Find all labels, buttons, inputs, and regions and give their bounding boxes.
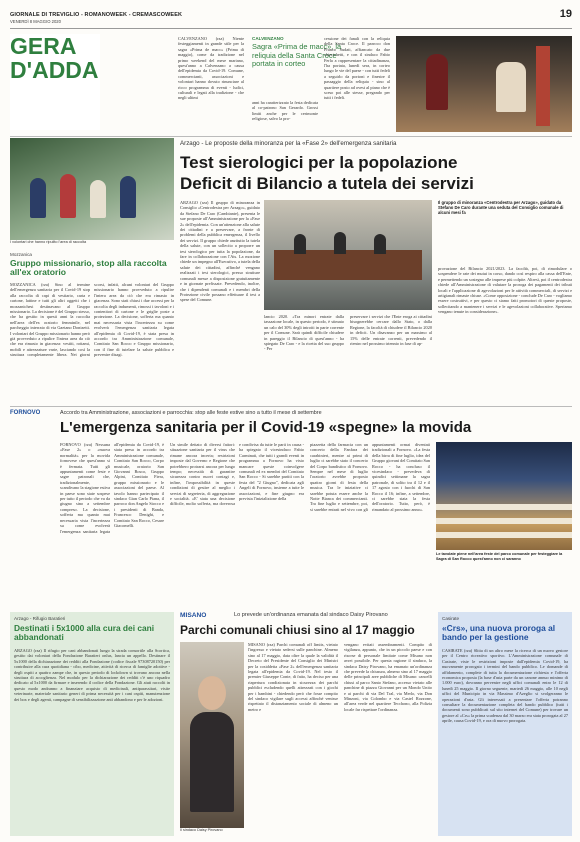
top-story-photo (396, 36, 572, 132)
casirate-body: CASIRATE (rza) Slitta di un altro mese la ricerca di un nuovo gestore per il Centro ricreativo sportivo. L'Amministrazione comunale di Casirate, viste le restrizioni imposte dall'epidemia Covid-19, ha nuovamente prorogato i termini del bando pubblico. Le domande di affidamento, complete di tutta la documentazione richiesta e l'offerta economica proposta (la base d'asta parte da un canone annuo minimo di 1.000 euro), dovranno pervenire negli uffici comunali entro le 12 di lunedì 25 maggio. Il giorno seguente, martedì 26 maggio, alle 10 negli uffici del Municipio in via Massimo d'Azeglio si svolgeranno le operazioni d'asta. Gli interessati a presentare l'offerta potranno consultare la documentazione completa del bando pubblico (tutti i documenti sono pubblicati sul sito internet del Comune) per trovare un gestore al «Crs» la prima scadenza dal 30 marzo era stata prorogata al 27 aprile, causa Covid-19, e ora di nuovo prorogata. (442, 648, 568, 724)
casirate-headline: «Crs», una nuova proroga al bando per la gestione (442, 623, 556, 643)
section-title-line1: GERA (10, 33, 77, 59)
volunteer-figure (30, 178, 46, 218)
festival-table (436, 504, 572, 510)
arzago-col3: preservare i servizi che l'Ente eroga ai cittadini bisognerebbe cercare dallo Stato, o dalla Regione, la facoltà di chiudere il Bilancio 2020 in deficit. Un disavanzo per un massimo al 15% delle entrate correnti, prevedendo il rientro nel prossimo triennio in fase di ap- (350, 314, 432, 347)
misano-caption: Il sindaco Daisy Pirovano (180, 828, 223, 832)
mozzanica-photo-caption: I volontari che hanno ripulito l'area di raccolta (10, 240, 87, 244)
casirate-kicker: Casirate (442, 616, 460, 621)
arzago-col1: ARZAGO (rza) Il gruppo di minoranza in Consiglio «Centrodestra per Arzago», guidato da Stefano De Caro (Cambiante), presenta le sue proposte all'Amministrazione per la «Fase 2» dell'epidemia. Con un'attenzione alla salute dei cittadini e a preservare, a fronte di problemi della pubblica emergenza, il livello dei servizi. Il gruppo chiede anzitutto la tutela della salute, con un sollecito a proporre un test sierologico per tutta la popolazione, da fare in collaborazione con l'Ats. La mozione chiede un impegno all'Esecutivo, a tutela della salute dei cittadini, affinché vengano realizzati i test sierologici, presso strutture comunali messe a disposizione gratuitamente e in giornate prefissate. Prevedendo, inoltre, che i dipendenti comunali e i membri della Protezione civile possano effettuare il test a spese del Comune. (180, 200, 260, 303)
fornovo-col1: FORNOVO (rza) Nessuna «Fase 2» o «nuova normalità» per la movida fornovese che quest'anno si è fermata. Tutti gli appuntamenti come feste e sagre patronali che, tradizionalmente, scandivano la stagione estiva in paese sono state sospese per tutto il periodo che va da giugno sino a settembre compreso. La decisione, sofferta ma quanto mai necessaria vista l'incertezza su come evolverà l'emergenza sanitaria legata all'epidemia da Covid-19, è stata presa in accordo tra Amministrazione comunale, Comitato San Rocco, Corpo musicale, oratorio San Giovanni Bosco, Gruppo Alpini, Comitato Fiera, gruppo missionario e le associazioni del paese. Al tavolo hanno partecipato il sindaco Gian Carlo Piana, il parroco don Angelo Stocco e i presidenti di Banda, Francesco Denighi, e Comitato San Rocco, Cesare Giacomelli. (60, 442, 164, 534)
council-member (374, 234, 386, 254)
publication-name: GIORNALE DI TREVIGLIO - ROMANOWEEK - CREMASCOWEEK (10, 12, 183, 18)
volunteer-figure (90, 180, 106, 218)
fornovo-col2: Un simile dettato di diversi fattori: situazione sanitaria per il virus che rimane ancora incerta; restrizioni imposte dal Governo e Regione che potrebbero protrarsi ancora per lungo tempo; necessità di garantire sicurezza contro nuovi contagi e, infine, l'impossibilità in queste condizioni di gestire al meglio i servizi di segreteria, di aggregazione e socialità. «E' stata una decisione difficile, molto sofferta, ma doverosa e condivisa da tutte le parti in causa - ha spiegato il vicesindaco Fabio Carminati, che tutti i grandi eventi in programma a Fornovo ha visto mancare queste coinvolgere comunali ed ex membri del Comitato San Rocco - Si sarebbe partiti con la festa del "2 Giugno", dedicata agli Angeli di Fornovo, insieme a tutte le associazioni, e fine giugno era prevista l'inizializione della (170, 442, 304, 507)
mayor-body (190, 712, 234, 812)
misano-subhead: Lo prevede un'ordinanza emanata dal sindaco Daisy Pirovano (234, 612, 388, 618)
arzago-col4: provazione del Bilancio 2021/2023. La facoltà, poi, di rimodulare o sospendere le rate dei mutui in corso, dando così respiro alla cassa dell'Ente, e permettendo un sostegno alle imprese più colpite. Altresì, poi il centrodestra chiede all'Amministrazione di valutare la proroga dei pagamenti dei tributi locali e l'applicazione di agevolazioni per le attività commerciali, di servizi e artigianali rimaste chiuse. «Come opposizione - conclude De Caro - vogliamo essere costruttivi, e per questo ci siamo fatti promotori di queste proposte, sollecitando a mantenere i servizi e le agevolazioni collaborative. Speriamo vengano tenute in considerazione». (438, 266, 572, 315)
volunteer-figure (60, 174, 76, 218)
procession-figure (426, 54, 448, 110)
section-title (10, 34, 100, 130)
council-member (294, 234, 306, 254)
fornovo-col3: piazzetta della farmacia con un concerto della Fanfara dei carabinieri, mentre ai primi di luglio ci sarebbe stato il concerto del Corpo bandistico di Fornovo. Sempre nel mese di luglio l'oratorio avrebbe proposto quattro giorni di festa della musica. Tra le iniziative ci sarebbe potuta essere anche la Notte Bianca dei commercianti. Tra fine luglio e settembre, poi, si sarebbe entrati nel vivo con gli appuntamenti ormai diventati tradizionali a Fornovo. «La festa della birra di fine luglio, idea del Gruppo giovani del Comitato San Rocco - ha concluso il vicesindaco - prevedeva di quindici settimane la sagra patronale, di solito tra il 12 e il 17 agosto con i fuochi di San Rocco il 16; infine, a settembre, ci sarebbe stata la festa dell'oratorio. Tutto, però, è rimandato al prossimo anno». (310, 442, 430, 512)
arzago-photo (264, 200, 432, 310)
council-table (274, 250, 422, 280)
misano-headline: Parchi comunali chiusi sino al 17 maggio (180, 623, 415, 637)
top-story-col2: anni ha caratterizzato la festa dedicata al co-patrono San Gerardo. Grossi limiti anche per le cerimonie religiose, salvo la pro- (252, 100, 318, 122)
arzago-subhead: Arzago - Le proposte della minoranza per la «Fase 2» dell'emergenza sanitaria (180, 140, 397, 147)
mozzanica-kicker: Mozzanica (10, 252, 32, 257)
divider (10, 406, 572, 407)
procession-figure (496, 62, 526, 112)
top-story-headline: Sagra «Prima de macc», la reliquia della Santa Croce portata in corteo (252, 42, 342, 69)
arzago-caption: Il gruppo di minoranza «Centrodestra per Arzago», guidato da Stefano De Caro durante una seduta del Consiglio comunale di alcuni mesi fa (438, 200, 564, 216)
rifugio-body: ARZAGO (rza) Il rifugio per cani abbandonati lungo la strada consortile alla Scortica, gestito dai volontari della Fondazione Baratieri onlus, lancia un appello. Destinare il 5x1000 della dichiarazione dei redditi alla Fondazione (codice fiscale 97308720150) per contribuire alla cura quotidiana - cibo, medicine, attività di ricerca di famiglie adottive - degli ospiti a quattro zampe che, in questo periodo di lockdown si trovano ancora nella struttura di accoglienza. Nel modulo per la dichiarazione dei redditi c'è uno riquadro dedicato al 5x1000 da firmare e inserendo il codice della Fondazione. Gli aiuti raccolti in questo modo andranno a finanziare acquisto di medicinali, antiparassitari, visite veterinarie, materiale sanitario generi di prima necessità per i cani ospiti, manutenzione dei box e degli agenti, campagne di sensibilizzazione anti abbandono e per le adozioni. (14, 648, 170, 702)
misano-col1: MISANO (rza) Parchi comunali off limits, vietato l'ingresso e vietato sedersi sulle panchine. Almeno sino al 17 maggio, data oltre la quale la validità il Decreto del Presidente del Consiglio dei Ministri per la cosiddetta «Fase 2» dell'emergenza sanitaria legata all'epidemia da Covid-19. Nel testo il premier Giuseppe Conte, di fatto, ha deciso per una riapertura condizionata in sicurezza dei parchi pubblici escludendo quelli attrezzati con i giochi per i bambini - chiedendo però che fosse compito del sindaco vigilare sugli accessi affinché venisse rispettato il distanziamento sociale di almeno un metro e (248, 642, 338, 712)
rifugio-kicker: Arzago - Rifugio Baratieri (14, 616, 66, 621)
arzago-headline-2: Deficit di Bilancio a tutela dei servizi (180, 174, 474, 193)
volunteer-figure (120, 176, 136, 218)
arzago-col2: lancio 2020. «Tra minori entrate dalla tassazione locale, in questo periodo, è stimato un calo del 30% degli introiti in parte corrente per il Comune. Sarà quindi difficile chiudere in pareggio il Bilancio di quest'anno - ha spiegato De Caro - e la ricetta del suo gruppo - Per (264, 314, 344, 352)
procession-banner (536, 46, 550, 126)
fornovo-subhead: Accordo tra Amministrazione, associazioni e parrocchia: stop alle feste estive sino a tutto il mese di settembre (60, 410, 322, 416)
mozzanica-body: MOZZANICA (rza) Sino al termine dell'emergenza sanitaria per il Covid-19 stop alla raccolta di capi di vestiario, carta e cartone, lattine e tutti gli altri oggetti che i mozzanichesi destinavano al Gruppo missionario. La decisione è del Gruppo stesso, che ha gestito in questi anni la raccolta nell'area dell'ex oratorio femminile, nel parcheggio interrato di via Gaetano Donizetti. I volontari del Gruppo missionario hanno però già provveduto a ripulire l'intera area da ciò che era rimasto in giacenza: vestiti, rottami, mobili e attrezzature varie, lasciando così la struttura completamente libera. Nei giorni scorsi, infatti, alcuni volontari del Gruppo missionario hanno provveduto a ripulire l'intera area da ciò che era rimasto in giacenza. Sono stati chiusi i due accessi per la raccolta degli indumenti, rimossi i tavoloni e i contenitori di cartone e le griglie poste a protezione. La decisione, sofferta ma quanto mai necessaria vista l'incertezza su come evolverà l'emergenza sanitaria legata all'epidemia di Covid-19, è stata presa in accordo tra Amministrazione comunale, Comitato San Rocco e Gruppo missionario, con il fine di tutelare la salute pubblica e prevenire disagi. (10, 282, 174, 358)
misano-col2: vengano evitati assembramenti. Compito di vigilanza, appunto, che in un piccolo paese e con risorse di personale limitate come Misano non avrei possibile. Per questa ragione il sindaco, la sindaca Daisy Pirovano, ha emanato un'ordinanza che prevede la chiusura, almeno sino al 17 maggio delle principali aree pubbliche di Misano: cancelli chiusi al parco Santo Stefano, accesso vietato alle panchine di piazza Giovanni per un Mondo Unito e ai parchi di via Del Tral, via Merlo, via Don Minzoni, via Colombo e via Castel Rozzone, all'area verde nel quartiere Tecchono, alla Polizia locale far rispettare l'ordinanza. (344, 642, 432, 712)
rifugio-headline: Destinati i 5x1000 alla cura dei cani abbandonati (14, 623, 155, 643)
mozzanica-headline: Gruppo missionario, stop alla raccolta all'ex oratorio (10, 258, 167, 278)
festival-table (436, 532, 572, 538)
section-title-line2: D'ADDA (10, 57, 99, 83)
top-story-col3: cessione dei fanali con la reliquia della Santa Croce. Il parroco don Franco Sudati, affiancato da due chierichetti, e con il sindaco Fabio Ferla a rappresentare la cittadinanza, l'ha portata, lunedì sera, in corteo lungo le vie del paese - con tutti fedeli a seguirlo da portoni e finestre il passaggio della reliquia - sino al quartiere posto ad ovest al piano che è sceso poi alle stesse, pregando per tutti i fedeli. (324, 36, 390, 101)
page-number: 19 (559, 8, 572, 20)
council-member (334, 232, 346, 254)
fornovo-photo (436, 442, 572, 550)
top-story-col1: CALVENZANO (rza) Niente festeggiamenti in grande stile per la sagra «Prima de macc» (Prima di maggio), come da tradizione nel primo weekend del mese mariano, quest'anno a Calvenzano a causa dell'epidemia da Covid-19. Comune, commercianti, associazioni e volontari hanno dovuto rinunciare al ricco programma di eventi - ludici, culturali e legati alla tradizione - che negli ultimi (178, 36, 244, 101)
fornovo-headline: L'emergenza sanitaria per il Covid-19 «spegne» la movida (60, 419, 472, 436)
fornovo-caption: Le tavolate piene nell'area feste del parco comunale per festeggiare la Sagra di San Rocco quest'anno non ci saranno (436, 552, 563, 561)
misano-photo (180, 642, 244, 828)
fornovo-place: FORNOVO (10, 410, 41, 416)
misano-place: MISANO (180, 612, 207, 619)
divider (10, 136, 572, 137)
mozzanica-photo (10, 138, 174, 240)
page-header (10, 4, 572, 29)
issue-date: VENERDÌ 8 MAGGIO 2020 (10, 19, 61, 24)
top-story-kicker: CALVENZANO (252, 36, 284, 41)
mayor-face (198, 676, 226, 710)
festival-table (436, 518, 572, 524)
arzago-headline-1: Test sierologici per la popolazione (180, 153, 458, 172)
